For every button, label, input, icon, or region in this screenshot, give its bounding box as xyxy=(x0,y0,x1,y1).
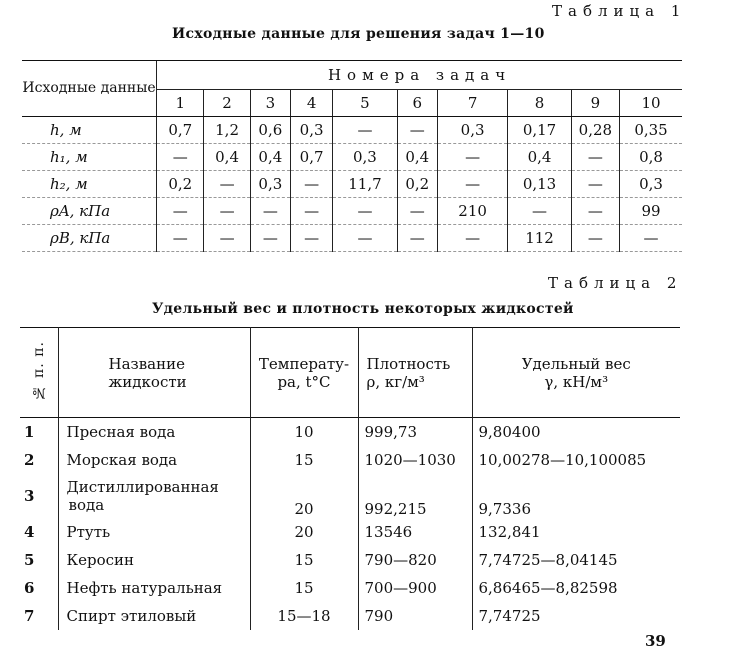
table1-col-number: 6 xyxy=(397,90,437,117)
table1-cell: — xyxy=(437,144,507,171)
table1-cell: — xyxy=(437,225,507,252)
table1-cell: — xyxy=(571,198,619,225)
table1-col-number: 8 xyxy=(508,90,571,117)
table2-cell-name xyxy=(58,518,250,546)
table1-head-left: Исходные данные xyxy=(22,61,157,117)
table2-name-line: Пресная вода xyxy=(66,422,176,441)
table1-cell: — xyxy=(290,198,332,225)
table2-cell-name xyxy=(58,574,250,602)
table2-head-name: Название жидкости xyxy=(58,328,250,418)
table1-row-label: h₁, м xyxy=(22,144,157,171)
table2-cell-name xyxy=(58,546,250,574)
table2-name-line: Нефть натуральная xyxy=(66,578,223,597)
table1-cell: 0,3 xyxy=(250,171,290,198)
table1-cell: 0,17 xyxy=(508,117,571,144)
table1-cell: — xyxy=(250,198,290,225)
table1-cell: — xyxy=(204,171,250,198)
table2-row xyxy=(20,446,680,474)
table2-cell-number: 3 xyxy=(24,486,35,505)
table2-head-temp: Температу- ра, t°C xyxy=(250,328,358,418)
table1-cell: — xyxy=(157,198,204,225)
table2-cell-number: 7 xyxy=(24,606,35,625)
table2-head-density: Плотность ρ, кг/м³ xyxy=(358,328,472,418)
table1-cell: 0,35 xyxy=(620,117,682,144)
table1-cell: — xyxy=(508,198,571,225)
table1-col-number: 3 xyxy=(250,90,290,117)
table2-cell-density: 13546 xyxy=(358,518,472,546)
table2-row xyxy=(20,602,680,630)
table2-head-specific-weight: Удельный вес γ, кН/м³ xyxy=(472,328,680,418)
table1-cell: — xyxy=(157,225,204,252)
table1-cell: — xyxy=(333,198,397,225)
table1-row xyxy=(22,144,682,171)
table1-cell: — xyxy=(397,198,437,225)
table1-row xyxy=(22,225,682,252)
table1-cell: — xyxy=(333,225,397,252)
table2-cell-number: 1 xyxy=(24,422,35,441)
table1-cell: 0,3 xyxy=(290,117,332,144)
page-number: 39 xyxy=(645,632,666,650)
table1-cell: — xyxy=(157,144,204,171)
table1-cell: — xyxy=(437,171,507,198)
table2 xyxy=(20,327,680,630)
table2-title: Удельный вес и плотность некоторых жидкостей xyxy=(152,301,574,317)
table2-cell-temperature: 15 xyxy=(250,574,358,602)
table2-cell-name xyxy=(58,602,250,630)
table1-col-number: 4 xyxy=(290,90,332,117)
table1-col-number: 10 xyxy=(620,90,682,117)
table2-cell-density: 790—820 xyxy=(358,546,472,574)
table2-cell-temperature: 15 xyxy=(250,446,358,474)
table2-cell-temperature: 20 xyxy=(250,474,358,518)
table1-cell: 0,6 xyxy=(250,117,290,144)
table1-col-number: 7 xyxy=(437,90,507,117)
table1-title: Исходные данные для решения задач 1—10 xyxy=(172,26,545,42)
table2-cell-density: 1020—1030 xyxy=(358,446,472,474)
table2-row xyxy=(20,518,680,546)
table2-cell-temperature: 10 xyxy=(250,418,358,446)
table2-cell-density: 992,215 xyxy=(358,474,472,518)
table1-cell: 99 xyxy=(620,198,682,225)
table1-cell: — xyxy=(290,171,332,198)
table1-cell: 0,13 xyxy=(508,171,571,198)
table2-cell-density: 700—900 xyxy=(358,574,472,602)
table2-name-line: Морская вода xyxy=(66,450,178,469)
table1-cell: 0,3 xyxy=(620,171,682,198)
table1-cell: 0,4 xyxy=(397,144,437,171)
table1-cell: — xyxy=(250,225,290,252)
table1-row-label: ρB, кПа xyxy=(22,225,157,252)
table1-cell: 0,8 xyxy=(620,144,682,171)
table1-head-group: Номера задач xyxy=(157,61,682,90)
table2-head-num: № п. п. xyxy=(30,340,47,401)
table2-row xyxy=(20,474,680,518)
table1-cell: 0,3 xyxy=(333,144,397,171)
table1-col-number: 9 xyxy=(571,90,619,117)
table2-cell-specific-weight: 132,841 xyxy=(472,518,680,546)
table2-cell-specific-weight: 7,74725—8,04145 xyxy=(472,546,680,574)
table2-name-line: Спирт этиловый xyxy=(66,606,197,625)
table2-cell-name xyxy=(58,418,250,446)
table2-cell-number: 5 xyxy=(24,550,35,569)
table2-cell-specific-weight: 10,00278—10,100085 xyxy=(472,446,680,474)
table1-cell: 1,2 xyxy=(204,117,250,144)
table1-col-number: 1 xyxy=(157,90,204,117)
table2-cell-temperature: 15 xyxy=(250,546,358,574)
table1 xyxy=(22,60,682,252)
table1-cell: — xyxy=(290,225,332,252)
table2-cell-specific-weight: 7,74725 xyxy=(472,602,680,630)
table2-cell-specific-weight: 6,86465—8,82598 xyxy=(472,574,680,602)
table2-cell-name xyxy=(58,474,250,518)
table2-cell-temperature: 15—18 xyxy=(250,602,358,630)
table2-cell-temperature: 20 xyxy=(250,518,358,546)
table1-cell: 11,7 xyxy=(333,171,397,198)
table1-cell: — xyxy=(571,144,619,171)
table1-row-label: ρA, кПа xyxy=(22,198,157,225)
table1-cell: 0,4 xyxy=(204,144,250,171)
table1-row-label: h, м xyxy=(22,117,157,144)
table2-name-line: вода xyxy=(68,495,105,514)
table1-row xyxy=(22,171,682,198)
table2-name-line: Керосин xyxy=(66,550,135,569)
table2-cell-name xyxy=(58,446,250,474)
table1-cell: — xyxy=(397,117,437,144)
table2-cell-number: 6 xyxy=(24,578,35,597)
table2-cell-number: 2 xyxy=(24,450,35,469)
table2-row xyxy=(20,574,680,602)
table2-cell-number: 4 xyxy=(24,522,35,541)
table1-col-number: 2 xyxy=(204,90,250,117)
table1-cell: 0,7 xyxy=(290,144,332,171)
table2-cell-density: 999,73 xyxy=(358,418,472,446)
table2-cell-specific-weight: 9,7336 xyxy=(472,474,680,518)
table2-name-line: Ртуть xyxy=(66,522,111,541)
table1-cell: 112 xyxy=(508,225,571,252)
table1-cell: — xyxy=(397,225,437,252)
table2-cell-specific-weight: 9,80400 xyxy=(472,418,680,446)
table1-cell: 0,2 xyxy=(157,171,204,198)
table1-cell: — xyxy=(620,225,682,252)
table1-cell: 0,3 xyxy=(437,117,507,144)
table2-name-line: Дистиллированная xyxy=(66,477,219,496)
table1-row xyxy=(22,117,682,144)
table1-label: Таблица 1 xyxy=(552,2,687,20)
table1-cell: — xyxy=(204,198,250,225)
table1-cell: 0,4 xyxy=(250,144,290,171)
table1-cell: 0,2 xyxy=(397,171,437,198)
table2-row xyxy=(20,546,680,574)
table2-row xyxy=(20,418,680,446)
table1-cell: — xyxy=(333,117,397,144)
table1-row-label: h₂, м xyxy=(22,171,157,198)
table2-cell-density: 790 xyxy=(358,602,472,630)
table1-cell: — xyxy=(571,225,619,252)
table1-row xyxy=(22,198,682,225)
table1-cell: 0,28 xyxy=(571,117,619,144)
table1-cell: — xyxy=(204,225,250,252)
table1-cell: 210 xyxy=(437,198,507,225)
table1-cell: 0,7 xyxy=(157,117,204,144)
table1-cell: — xyxy=(571,171,619,198)
table1-cell: 0,4 xyxy=(508,144,571,171)
table2-label: Таблица 2 xyxy=(548,274,683,292)
table1-col-number: 5 xyxy=(333,90,397,117)
